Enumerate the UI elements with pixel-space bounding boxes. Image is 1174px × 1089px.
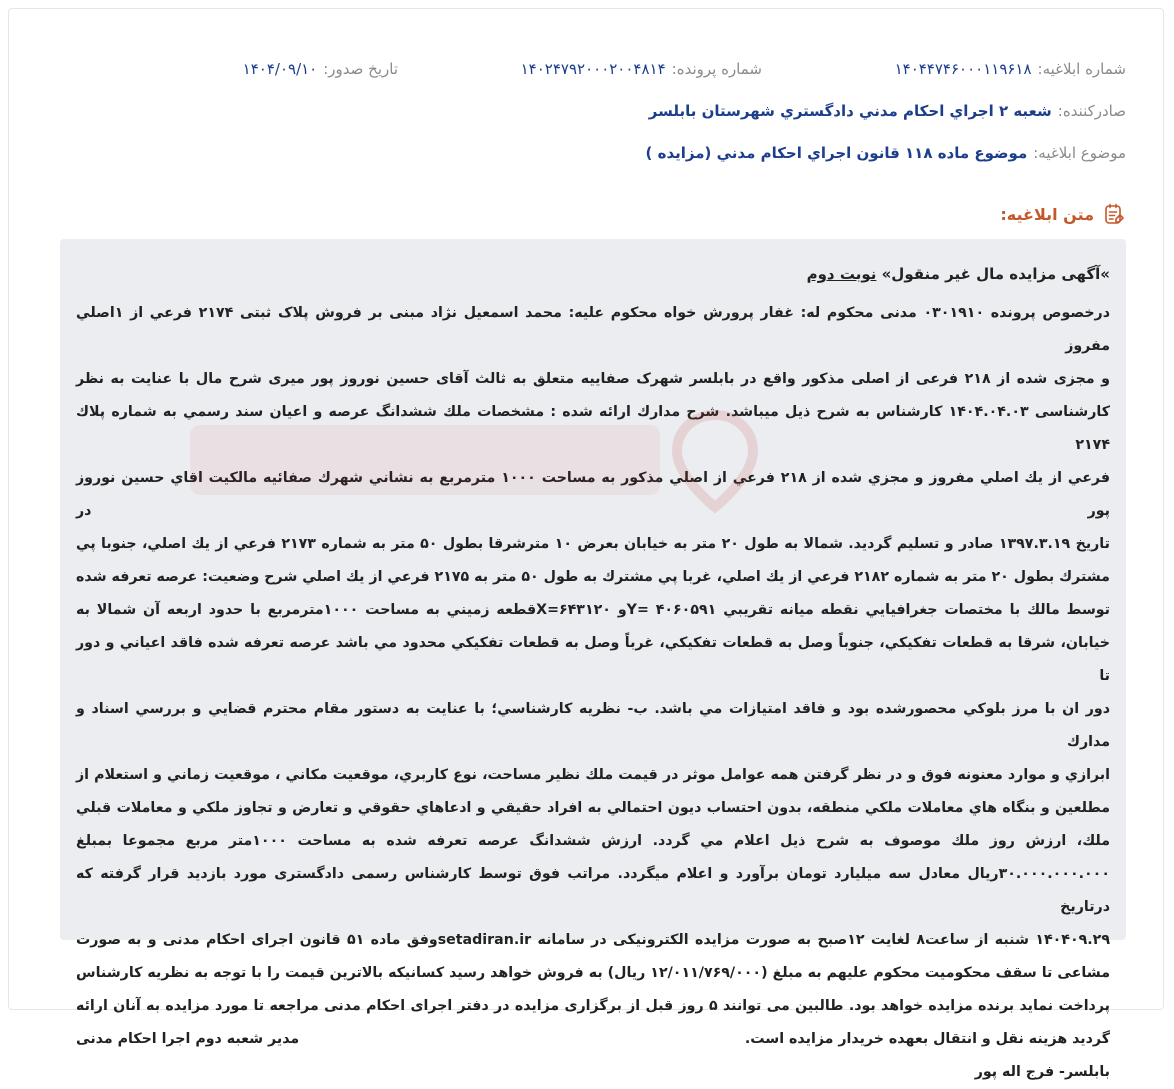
file-number-label: شماره پرونده: [671, 60, 762, 78]
subject-value: موضوع ماده ۱۱۸ قانون اجراي احكام مدني (مزايده ) [645, 144, 1028, 162]
file-number-value: ۱۴۰۲۴۷۹۲۰۰۰۲۰۰۴۸۱۴ [520, 60, 666, 78]
notice-text-panel [60, 239, 1126, 1080]
notice-line: ابرازي و موارد معنونه فوق و در نظر گرفتن همه عوامل موثر در قيمت ملك نظير مساحت، نوع كاربري، موقعيت مكاني ، موقعيت زماني و استعلام از [76, 767, 1110, 783]
issuer-value: شعبه ۲ اجراي احكام مدني دادگستري شهرستان بابلسر [648, 102, 1052, 120]
issue-date-label: تاریخ صدور: [323, 60, 398, 78]
notice-line: تاريخ ۱۳۹۷.۳.۱۹ صادر و تسليم گرديد. شمالا به طول ۲۰ متر به خيابان بعرض ۱۰ مترشرقا بطول ۵۰ متر به شماره ۲۱۷۳ فرعي از يك اصلي، جنوبا پي [76, 536, 1110, 552]
notice-body [76, 297, 1110, 1089]
notice-line: مشترك بطول ۲۰ متر به شماره ۲۱۸۲ فرعي از يك اصلي، غربا پي مشترك به طول ۵۰ متر به ۲۱۷۵ فرعي از يك اصلي شرح وضعيت: عرصه تعرفه شده [76, 569, 1110, 585]
header-row-numbers [242, 57, 1126, 81]
notice-line: پرداخت نماید برنده مزایده خواهد بود. طالبین می توانند ۵ روز قبل از برگزاری مزایده در دفتر اجرای احکام مدنی مراجعه تا مورد مزایده به آنان ارائه [76, 998, 1110, 1014]
closing-row [76, 1023, 1110, 1056]
notice-number [895, 60, 1126, 78]
notice-number-value: ۱۴۰۴۴۷۴۶۰۰۰۱۱۹۶۱۸ [894, 60, 1032, 78]
header-row-subject [646, 141, 1126, 165]
notice-line: مطلعين و بنگاه هاي معاملات ملكي منطقه، بدون احتساب ديون احتمالي به افراد حقيقي و ادعاهاي حقوقي و تعارض و تجاوز ملكي و معاملات قبلي [76, 800, 1110, 816]
closing-line: گردید هزینه نقل و انتقال بعهده خریدار مزایده است. [744, 1031, 1110, 1047]
issue-date [243, 60, 398, 78]
notice-line: مشاعی تا سقف محکومیت محکوم علیهم به مبلغ (۱۲/۰۱۱/۷۶۹/۰۰۰ ریال) به فروش خواهد رسید کسانیکه بالاترین قیمت را با توجه به نظریه کارشناس [76, 965, 1110, 981]
notice-text-section-title [1000, 200, 1126, 228]
document-text-icon [1102, 202, 1126, 226]
signature-title: مدیر شعبه دوم اجرا احکام مدنی [76, 1031, 300, 1047]
notice-line: فرعي از يك اصلي مفروز و مجزي شده از ۲۱۸ فرعي از اصلي مذكور به مساحت ۱۰۰۰ مترمربع به نشاني شهرك صفائيه مالكيت اقاي حسين نوروز پور در [76, 470, 1111, 519]
notice-line: ملك، ارزش روز ملك موصوف به شرح ذيل اعلام مي گردد. ارزش ششدانگ عرصه تعرفه شده به مساحت ۱۰۰۰متر مربع مجموعا بمبلغ [76, 833, 1110, 849]
notice-line: درخصوص پرونده ۰۳۰۱۹۱۰ مدنی محکوم له: غفار پرورش خواه محکوم علیه: محمد اسمعیل نژاد مبنی بر فروش پلاک ثبتی ۲۱۷۴ فرعي از ۱اصلي مفروز [76, 305, 1110, 354]
notice-line: خيابان، شرقا به قطعات تفكيكي، جنوباً وصل به قطعات تفكيكي، غرباً وصل به قطعات تفكيكي محدود مي باشد عرصه تعرفه شده فاقد اعياني و دور تا [76, 635, 1110, 684]
header-row-issuer [649, 99, 1126, 123]
signature-name: بابلسر- فرج اله پور [974, 1064, 1110, 1080]
notice-line: ۱۴۰۴۰۹.۲۹ شنبه از ساعت۸ لغایت ۱۲صبح به صورت مزایده الکترونیکی در سامانه setadiran.irوفق ماده ۵۱ قانون اجرای احکام مدنی و به صورت [76, 932, 1110, 948]
notice-line: دور ان با مرز بلوكي محصورشده بود و فاقد امتيازات مي باشد. ب- نظريه كارشناسي؛ با عنايت به دستور مقام محترم قضايي و بررسي اسناد و مدارك [76, 701, 1110, 750]
subject-label: موضوع ابلاغیه: [1033, 144, 1126, 162]
notice-heading [76, 259, 1110, 289]
issue-date-value: ۱۴۰۴/۰۹/۱۰ [242, 60, 318, 78]
notice-line: توسط مالك با مختصات جغرافيايي نقطه ميانه تقريبي ۴۰۶۰۵۹۱ =Yو ۶۴۳۱۲۰=Xقطعه زميني به مساحت ۱۰۰۰مترمربع با حدود اربعه آن شمالا به [76, 602, 1110, 618]
notice-heading-prefix: »آگهی مزایده مال غیر منقول» [881, 265, 1110, 283]
notice-line: کارشناسی ۱۴۰۴.۰۴.۰۳ کارشناس به شرح ذیل میباشد. شرح مدارك ارائه شده : مشخصات ملك ششدانگ عرصه و اعيان سند رسمي به شماره پلاك ۲۱۷۴ [76, 404, 1110, 453]
section-title-label: متن ابلاغیه: [1000, 204, 1094, 224]
notice-heading-turn: نوبت دوم [806, 265, 877, 283]
issuer-label: صادرکننده: [1057, 102, 1126, 120]
notice-number-label: شماره ابلاغیه: [1037, 60, 1126, 78]
notice-line: ۳۰.۰۰۰.۰۰۰.۰۰۰ريال معادل سه ميليارد تومان برآورد و اعلام ميگردد. مراتب فوق توسط کارشناس رسمی دادگستری مورد بازدید قرار گرفته که درتاریخ [76, 866, 1110, 915]
file-number [521, 60, 762, 78]
notice-line: و مجزی شده از ۲۱۸ فرعی از اصلی مذکور واقع در بابلسر شهرک صفاییه متعلق به ثالث آقای حسین نوروز پور میری شرح مال با عنایت به نظر [76, 371, 1110, 387]
